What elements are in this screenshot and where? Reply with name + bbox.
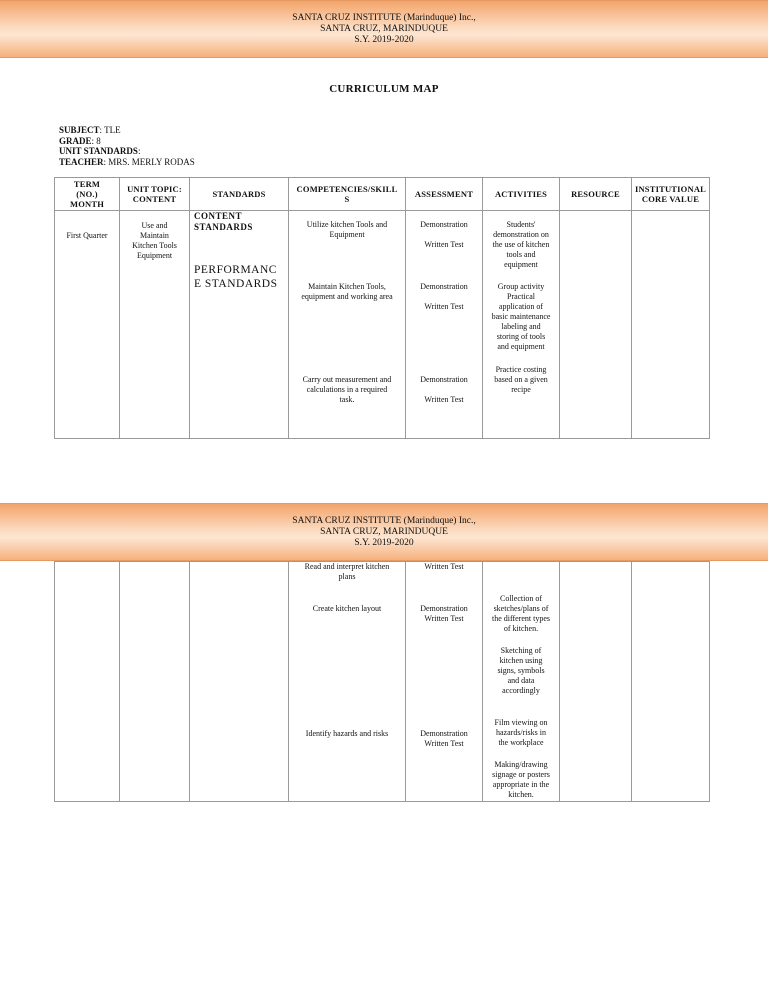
meta-unit-standards: UNIT STANDARDS:	[59, 146, 141, 156]
school-year: S.Y. 2019-2020	[354, 538, 414, 548]
meta-teacher: TEACHER: MRS. MERLY RODAS	[59, 156, 195, 167]
assessment-item: Demonstration Written Test	[420, 282, 468, 311]
table-header-row	[55, 178, 710, 211]
performance-standards-label: PERFORMANC E STANDARDS	[194, 264, 278, 290]
activity-item: Students' demonstration on the use of kitchen tools and equipment	[492, 220, 550, 269]
document-meta	[59, 125, 195, 167]
header-institutional: INSTITUTIONAL CORE VALUE	[632, 178, 710, 211]
assessment-item: Demonstration Written Test	[420, 604, 468, 623]
content-standards-label: CONTENT STANDARDS	[194, 211, 253, 232]
header-assessment: ASSESSMENT	[406, 178, 483, 211]
resource-cell	[560, 211, 632, 439]
assessment-item: Demonstration Written Test	[420, 729, 468, 748]
activity-item: Practice costing based on a given recipe	[494, 365, 548, 394]
competencies-cell	[289, 562, 406, 802]
header-unit-topic: UNIT TOPIC: CONTENT	[120, 178, 190, 211]
competency-item: Identify hazards and risks	[305, 729, 389, 738]
assessment-item: Demonstration Written Test	[420, 220, 468, 249]
activity-item: Making/drawing signage or posters appropriate in the kitchen.	[492, 760, 550, 799]
competency-item: Maintain Kitchen Tools, equipment and working area	[301, 282, 393, 301]
table-row	[55, 211, 710, 439]
school-address: SANTA CRUZ, MARINDUQUE	[320, 527, 448, 537]
activities-cell	[483, 211, 560, 439]
term-cell	[55, 562, 120, 802]
competencies-cell	[289, 211, 406, 439]
table-row	[55, 562, 710, 802]
activity-item: Collection of sketches/plans of the different types of kitchen.	[491, 594, 551, 633]
curriculum-table-page1	[54, 177, 710, 439]
header-term: TERM (NO.) MONTH	[55, 178, 120, 211]
unit-topic-cell	[120, 562, 190, 802]
header-standards: STANDARDS	[190, 178, 289, 211]
activities-cell	[483, 562, 560, 802]
curriculum-table-page2	[54, 561, 710, 802]
term-cell: First Quarter	[55, 211, 120, 439]
assessment-item: Written Test	[424, 562, 464, 571]
meta-subject: SUBJECT: TLE	[59, 125, 121, 135]
competency-item: Utilize kitchen Tools and Equipment	[306, 220, 388, 239]
assessment-cell	[406, 562, 483, 802]
institutional-cell	[632, 211, 710, 439]
competency-item: Carry out measurement and calculations in a required task.	[302, 375, 392, 404]
school-header-banner	[0, 0, 768, 58]
school-header-banner-page2	[0, 503, 768, 561]
resource-cell	[560, 562, 632, 802]
activity-item: Sketching of kitchen using signs, symbols and data accordingly	[497, 646, 545, 695]
header-activities: ACTIVITIES	[483, 178, 560, 211]
school-address: SANTA CRUZ, MARINDUQUE	[320, 24, 448, 34]
institutional-cell	[632, 562, 710, 802]
header-resource: RESOURCE	[560, 178, 632, 211]
school-year: S.Y. 2019-2020	[354, 35, 414, 45]
document-title: CURRICULUM MAP	[329, 83, 439, 95]
activity-item: Group activity Practical application of basic maintenance labeling and storing of tools and equipment	[491, 282, 551, 351]
meta-grade: GRADE: 8	[59, 135, 101, 146]
activity-item: Film viewing on hazards/risks in the workplace	[494, 718, 548, 747]
unit-topic-cell: Use and Maintain Kitchen Tools Equipment	[120, 211, 190, 439]
school-name: SANTA CRUZ INSTITUTE (Marinduque) Inc.,	[292, 13, 476, 23]
assessment-item: Demonstration Written Test	[420, 375, 468, 404]
competency-item: Read and interpret kitchen plans	[304, 562, 390, 581]
header-competencies: COMPETENCIES/SKILL S	[289, 178, 406, 211]
standards-cell	[190, 211, 289, 439]
competency-item: Create kitchen layout	[312, 604, 382, 613]
standards-cell	[190, 562, 289, 802]
school-name: SANTA CRUZ INSTITUTE (Marinduque) Inc.,	[292, 516, 476, 526]
assessment-cell	[406, 211, 483, 439]
